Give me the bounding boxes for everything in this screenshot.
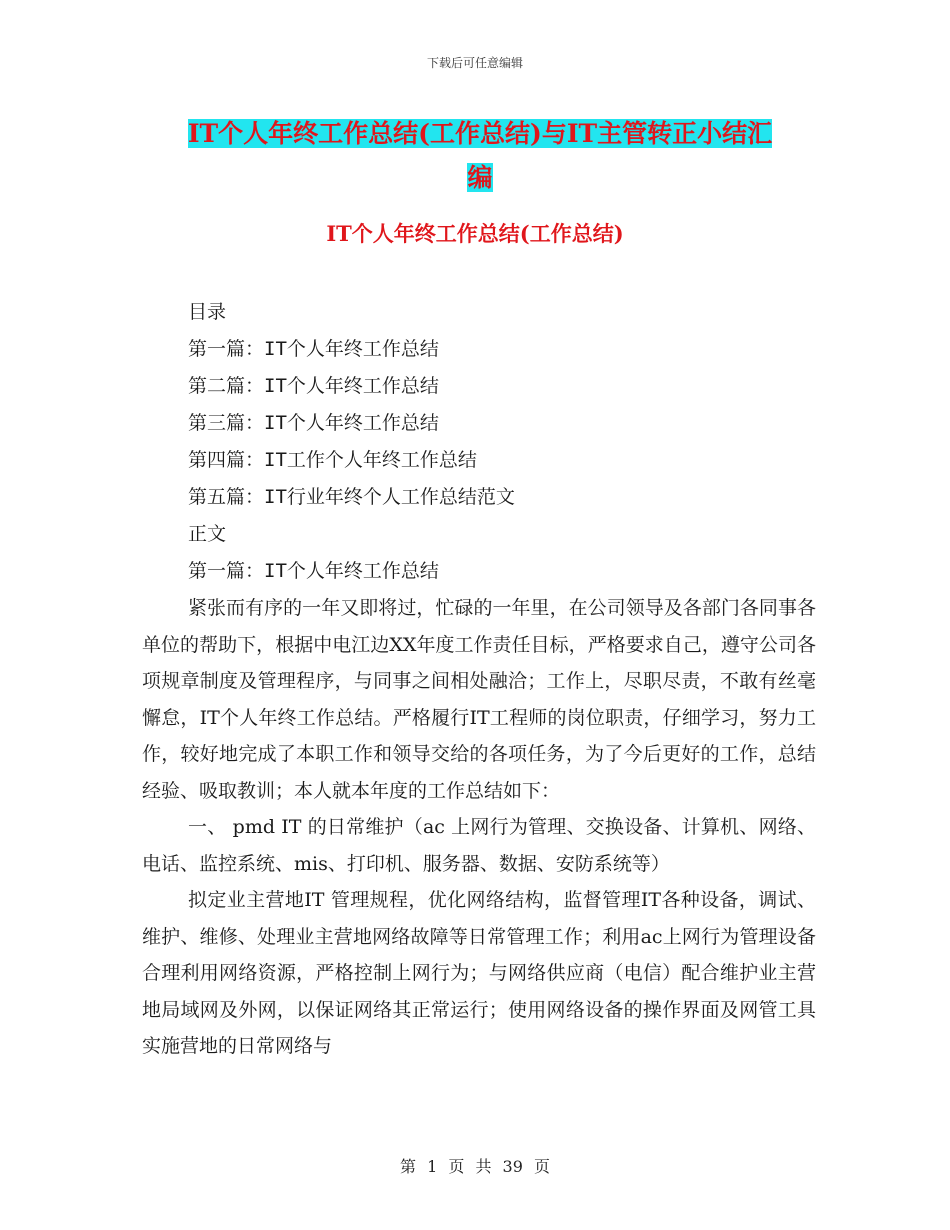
document-title: [140, 112, 820, 200]
toc-item: 第二篇：IT个人年终工作总结: [188, 375, 439, 397]
toc-item: 第五篇：IT行业年终个人工作总结范文: [188, 486, 515, 508]
section-title: IT个人年终工作总结(工作总结): [326, 221, 624, 246]
body-heading: 正文: [188, 523, 227, 545]
toc-heading: 目录: [188, 301, 227, 323]
toc-item: 第三篇：IT个人年终工作总结: [188, 412, 439, 434]
title-line-2: 编: [467, 163, 493, 192]
page-footer: 第 1 页 共 39 页: [400, 1157, 550, 1176]
document-body: [142, 590, 816, 1065]
section-heading: 第一篇：IT个人年终工作总结: [188, 560, 439, 582]
title-line-1: IT个人年终工作总结(工作总结)与IT主管转正小结汇: [187, 119, 773, 148]
toc-item: 第四篇：IT工作个人年终工作总结: [188, 449, 477, 471]
toc-item: 第一篇：IT个人年终工作总结: [188, 338, 439, 360]
paragraph-2: 一、 pmd IT 的日常维护（ac 上网行为管理、交换设备、计算机、网络、电话、监控系统、mis、打印机、服务器、数据、安防系统等）: [142, 816, 816, 875]
page-header-note: 下载后可任意编辑: [426, 56, 523, 70]
table-of-contents: [188, 294, 515, 590]
paragraph-1: 紧张而有序的一年又即将过，忙碌的一年里，在公司领导及各部门各同事各单位的帮助下，根据中电江边XX年度工作责任目标，严格要求自己，遵守公司各项规章制度及管理程序，与同事之间相处融洽；工作上，尽职尽责，不敢有丝毫懈怠，IT个人年终工作总结。严格履行IT工程师的岗位职责，仔细学习，努力工作，较好地完成了本职工作和领导交给的各项任务，为了今后更好的工作，总结经验、吸取教训；本人就本年度的工作总结如下：: [142, 597, 816, 802]
paragraph-3: 拟定业主营地IT 管理规程，优化网络结构，监督管理IT各种设备，调试、维护、维修、处理业主营地网络故障等日常管理工作；利用ac上网行为管理设备合理利用网络资源，严格控制上网行为；与网络供应商（电信）配合维护业主营地局域网及外网，以保证网络其正常运行；使用网络设备的操作界面及网管工具实施营地的日常网络与: [142, 889, 816, 1057]
